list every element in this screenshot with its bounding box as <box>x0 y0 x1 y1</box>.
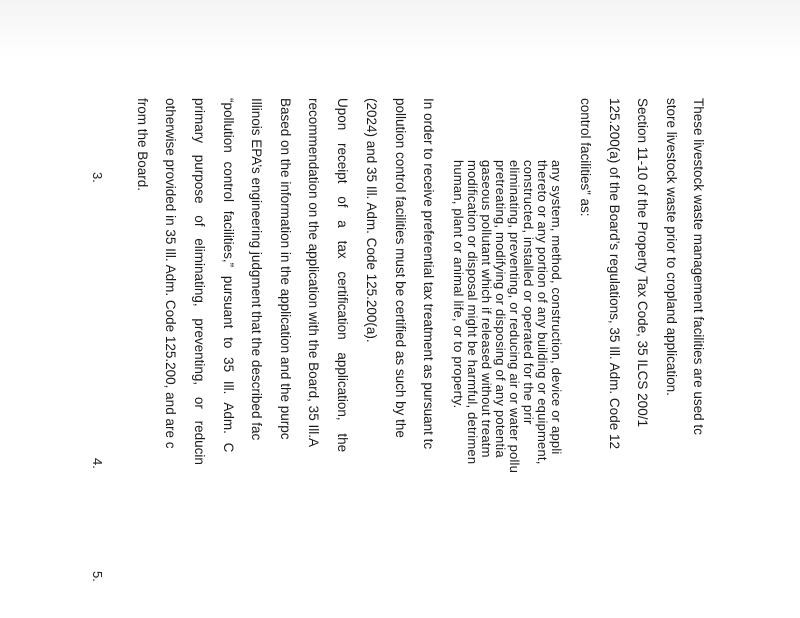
text-line: (2024) and 35 Ill. Adm. Code 125.200(a). <box>364 98 379 343</box>
text-line: Upon receipt of a tax certification application, the <box>335 98 350 453</box>
text-line: store livestock waste prior to cropland application. <box>664 98 679 396</box>
quote-line: constructed, installed or operated for the prir <box>521 160 536 425</box>
quote-line: modification or disposal might be harmful, detrimen <box>465 160 480 465</box>
paragraph-number: 3. <box>90 172 105 183</box>
quote-line: any system, method, construction, device or appli <box>549 160 564 455</box>
paragraph-number: 4. <box>90 458 105 469</box>
text-line: control facilities” as: <box>578 98 593 217</box>
text-line: These livestock waste management facilities are used tc <box>691 98 706 435</box>
text-line: primary purpose of eliminating, preventing, or reducin <box>192 98 207 465</box>
quote-line: eliminating, preventing, or reducing air or water pollu <box>507 160 522 474</box>
text-line: “pollution control facilities,” pursuant to 35 Ill. Adm. C <box>221 98 236 453</box>
text-line: pollution control facilities must be certified as such by the <box>393 98 408 438</box>
paragraph-number: 5. <box>90 571 105 582</box>
text-line: In order to receive preferential tax treatment as pursuant tc <box>421 98 436 450</box>
text-line: Section 11-10 of the Property Tax Code, 35 ILCS 200/1 <box>635 98 650 427</box>
text-line: from the Board. <box>135 98 150 192</box>
text-line: 125.200(a) of the Board’s regulations, 35 Ill. Adm. Code 12 <box>607 98 622 449</box>
text-line: Based on the information in the application and the purpc <box>278 98 293 440</box>
quote-line: pretreating, modifying or disposing of any potentia <box>493 160 508 458</box>
quote-line: gaseous pollutant which if released without treatm <box>479 160 494 458</box>
text-line: recommendation on the application with the Board, 35 Ill.A <box>306 98 321 447</box>
quote-line: thereto or any portion of any building or equipment, <box>535 160 550 465</box>
text-line: otherwise provided in 35 Ill. Adm. Code 125.200, and are c <box>163 98 178 449</box>
text-line: Illinois EPA’s engineering judgment that the described fac <box>249 98 264 441</box>
quote-line: human, plant or animal life, or to property. <box>451 160 466 409</box>
